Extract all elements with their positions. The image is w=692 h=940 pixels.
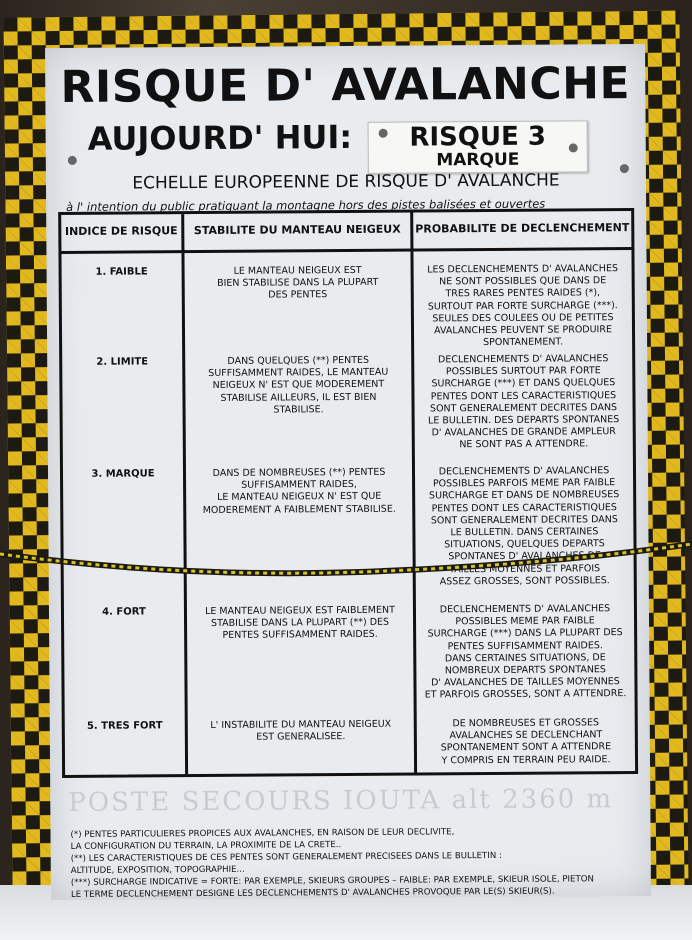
probability-line: SPONTANEMENT SONT A ATTENDRE (440, 741, 612, 754)
stability-line: STABILISE AILLEURS, IL EST BIEN (220, 391, 377, 404)
header-probability: PROBABILITE DE DECLENCHEMENT (415, 221, 630, 236)
stability-cell (188, 355, 408, 418)
probability-line: SURCHARGE ET DANS DE NOMBREUSES (428, 489, 620, 502)
stability-line: PENTES SUFFISAMMENT RAIDES. (222, 629, 378, 642)
probability-line: SPONTANEMENT. (483, 336, 564, 349)
footnote-line: (*) PENTES PARTICULIERES PROPICES AUX AVALANCHES, EN RAISON DE LEUR DECLIVITE, (70, 827, 455, 840)
probability-line: TAILLES MOYENNES ET PARFOIS (449, 562, 601, 575)
stability-line: NEIGEUX N' EST QUE MODEREMENT (212, 379, 385, 392)
stability-line: L' INSTABILITE DU MANTEAU NEIGEUX (210, 718, 392, 731)
probability-line: PENTES DONT LES CARACTERISTIQUES (431, 501, 617, 515)
footnote-line: (**) LES CARACTERISTIQUES DE CES PENTES SONT GENERALEMENT PRECISEES DANS LE BULLETIN : (70, 850, 502, 864)
probability-line: ET PARFOIS GROSSES, SONT A ATTENDRE. (424, 688, 627, 701)
stability-line: STABILISE. (273, 403, 324, 416)
probability-line: SURTOUT PAR FORTE SURCHARGE (***). (427, 299, 618, 313)
stability-cell (189, 467, 409, 517)
probability-line: SONT GENERALEMENT DECRITES DANS (429, 401, 618, 415)
probability-line: SITUATIONS, QUELQUES DEPARTS (444, 538, 605, 551)
probability-line: LES DECLENCHEMENTS D' AVALANCHES (427, 263, 619, 276)
stability-line: STABILISE DANS LA PLUPART (**) DES (211, 616, 390, 630)
avalanche-sign (45, 44, 651, 900)
screw-icon (68, 156, 77, 165)
screw-icon (379, 129, 388, 138)
probability-line: NE SONT PAS A ATTENDRE. (459, 438, 589, 451)
stability-line: SUFFISAMMENT RAIDES, (241, 479, 357, 491)
risk-table (58, 208, 638, 778)
stability-cell (190, 605, 410, 643)
scale-title: ECHELLE EUROPEENNE DE RISQUE D' AVALANCHE (132, 170, 560, 194)
sign-title: RISQUE D' AVALANCHE (60, 58, 631, 113)
risk-today-plate (368, 120, 588, 174)
probability-line: SURCHARGE (***) DANS LA PLUPART DES (427, 627, 623, 640)
stability-cell (188, 265, 408, 303)
probability-line: POSSIBLES PARFOIS MEME PAR FAIBLE (432, 477, 616, 490)
risk-today-value: RISQUE 3 (409, 121, 547, 153)
probability-line: DECLENCHEMENTS D' AVALANCHES (438, 465, 610, 478)
handwritten-graffiti: POSTE SECOURS IOUTA alt 2360 m (68, 784, 614, 818)
probability-line: AVALANCHES SE DECLENCHANT (449, 729, 603, 742)
probability-line: Y COMPRIS EN TERRAIN PEU RAIDE. (441, 753, 611, 766)
footnote-line: LE TERME DECLENCHEMENT DESIGNE LES DECLENCHEMENTS D' AVALANCHES PROVOQUE PAR LE(S) SKIEUR(S). (70, 886, 555, 900)
stability-cell (191, 719, 411, 745)
footnote-line: LA CONFIGURATION DU TERRAIN, LA PROXIMITE DE LA CRETE.. (70, 840, 342, 852)
rope (0, 540, 692, 580)
risk-index-label: 3. MARQUE (91, 468, 155, 480)
probability-line: SONT GENERALEMENT DECRITES DANS (430, 513, 618, 527)
probability-line: LE BULLETIN. DANS CERTAINES (450, 526, 599, 539)
probability-line: TRES RARES PENTES RAIDES (*), (445, 287, 601, 300)
footnote-line: (***) SURCHARGE INDICATIVE = FORTE: PAR EXEMPLE, SKIEURS GROUPES – FAIBLE: PAR EXEMPLE, SKIEUR ISOLE, PIETON (70, 874, 594, 888)
risk-index-label: 5. TRES FORT (86, 720, 163, 732)
probability-line: DECLENCHEMENTS D' AVALANCHES (439, 603, 611, 616)
probability-line: DE NOMBREUSES ET GROSSES (452, 717, 600, 730)
probability-line: D' AVALANCHES DE TAILLES MOYENNES (431, 676, 620, 689)
stability-line: DES PENTES (268, 289, 328, 301)
probability-line: DANS CERTAINES SITUATIONS, DE (444, 652, 606, 665)
probability-line: POSSIBLES SURTOUT PAR FORTE (445, 365, 601, 378)
footnote-line: ALTITUDE, EXPOSITION, TOPOGRAPHIE... (70, 864, 245, 876)
header-stability: STABILITE DU MANTEAU NEIGEUX (193, 222, 401, 238)
table-header-divider (61, 247, 631, 254)
header-risk-index: INDICE DE RISQUE (64, 224, 178, 238)
probability-line: SEULES DES COULEES OU DE PETITES (432, 311, 614, 325)
probability-cell (419, 717, 633, 767)
stability-line: SUFFISAMMENT RAIDES, LE MANTEAU (208, 366, 389, 380)
probability-line: SPONTANES D' AVALANCHES DE (448, 550, 601, 563)
stability-line: LE MANTEAU NEIGEUX N' EST QUE (217, 491, 382, 504)
probability-line: DECLENCHEMENTS D' AVALANCHES (437, 353, 609, 366)
probability-line: POSSIBLES MEME PAR FAIBLE (455, 615, 595, 628)
probability-line: NOMBREUX DEPARTS SPONTANES (444, 664, 606, 677)
stability-line: DANS QUELQUES (**) PENTES (227, 354, 370, 367)
probability-cell (416, 353, 631, 452)
stability-line: MODEREMENT A FAIBLEMENT STABILISE. (202, 503, 396, 516)
probability-cell (416, 263, 631, 350)
risk-index-label: 2. LIMITE (96, 356, 149, 368)
stability-line: LE MANTEAU NEIGEUX EST FAIBLEMENT (205, 604, 395, 618)
risk-index-label: 4. FORT (102, 606, 146, 618)
probability-line: AVALANCHES PEUVENT SE PRODUIRE (434, 324, 612, 337)
stability-line: BIEN STABILISE DANS LA PLUPART (217, 276, 379, 290)
today-label: AUJOURD' HUI: (87, 117, 353, 158)
probability-cell (418, 603, 633, 702)
stability-line: EST GENERALISEE. (256, 731, 346, 743)
risk-today-level: MARQUE (436, 149, 520, 171)
probability-line: LE BULLETIN. DES DEPARTS SPONTANES (427, 414, 620, 427)
probability-line: PENTES SUFFISAMMENT RAIDES. (447, 639, 603, 652)
stability-line: LE MANTEAU NEIGEUX EST (233, 264, 362, 277)
scale-subtitle: à l' intention du public pratiquant la montagne hors des pistes balisées et ouvertes (66, 196, 546, 214)
probability-line: SURCHARGE (***) ET DANS QUELQUES (431, 377, 616, 390)
probability-line: NE SONT POSSIBLES QUE DANS DE (439, 275, 607, 288)
risk-index-label: 1. FAIBLE (95, 266, 148, 278)
probability-line: D' AVALANCHES DE GRANDE AMPLEUR (431, 426, 616, 439)
stability-line: DANS DE NOMBREUSES (**) PENTES (212, 466, 386, 479)
probability-line: PENTES DONT LES CARACTERISTIQUES (430, 389, 617, 403)
probability-line: ASSEZ GROSSES, SONT POSSIBLES. (439, 575, 610, 588)
screw-icon (569, 143, 578, 152)
